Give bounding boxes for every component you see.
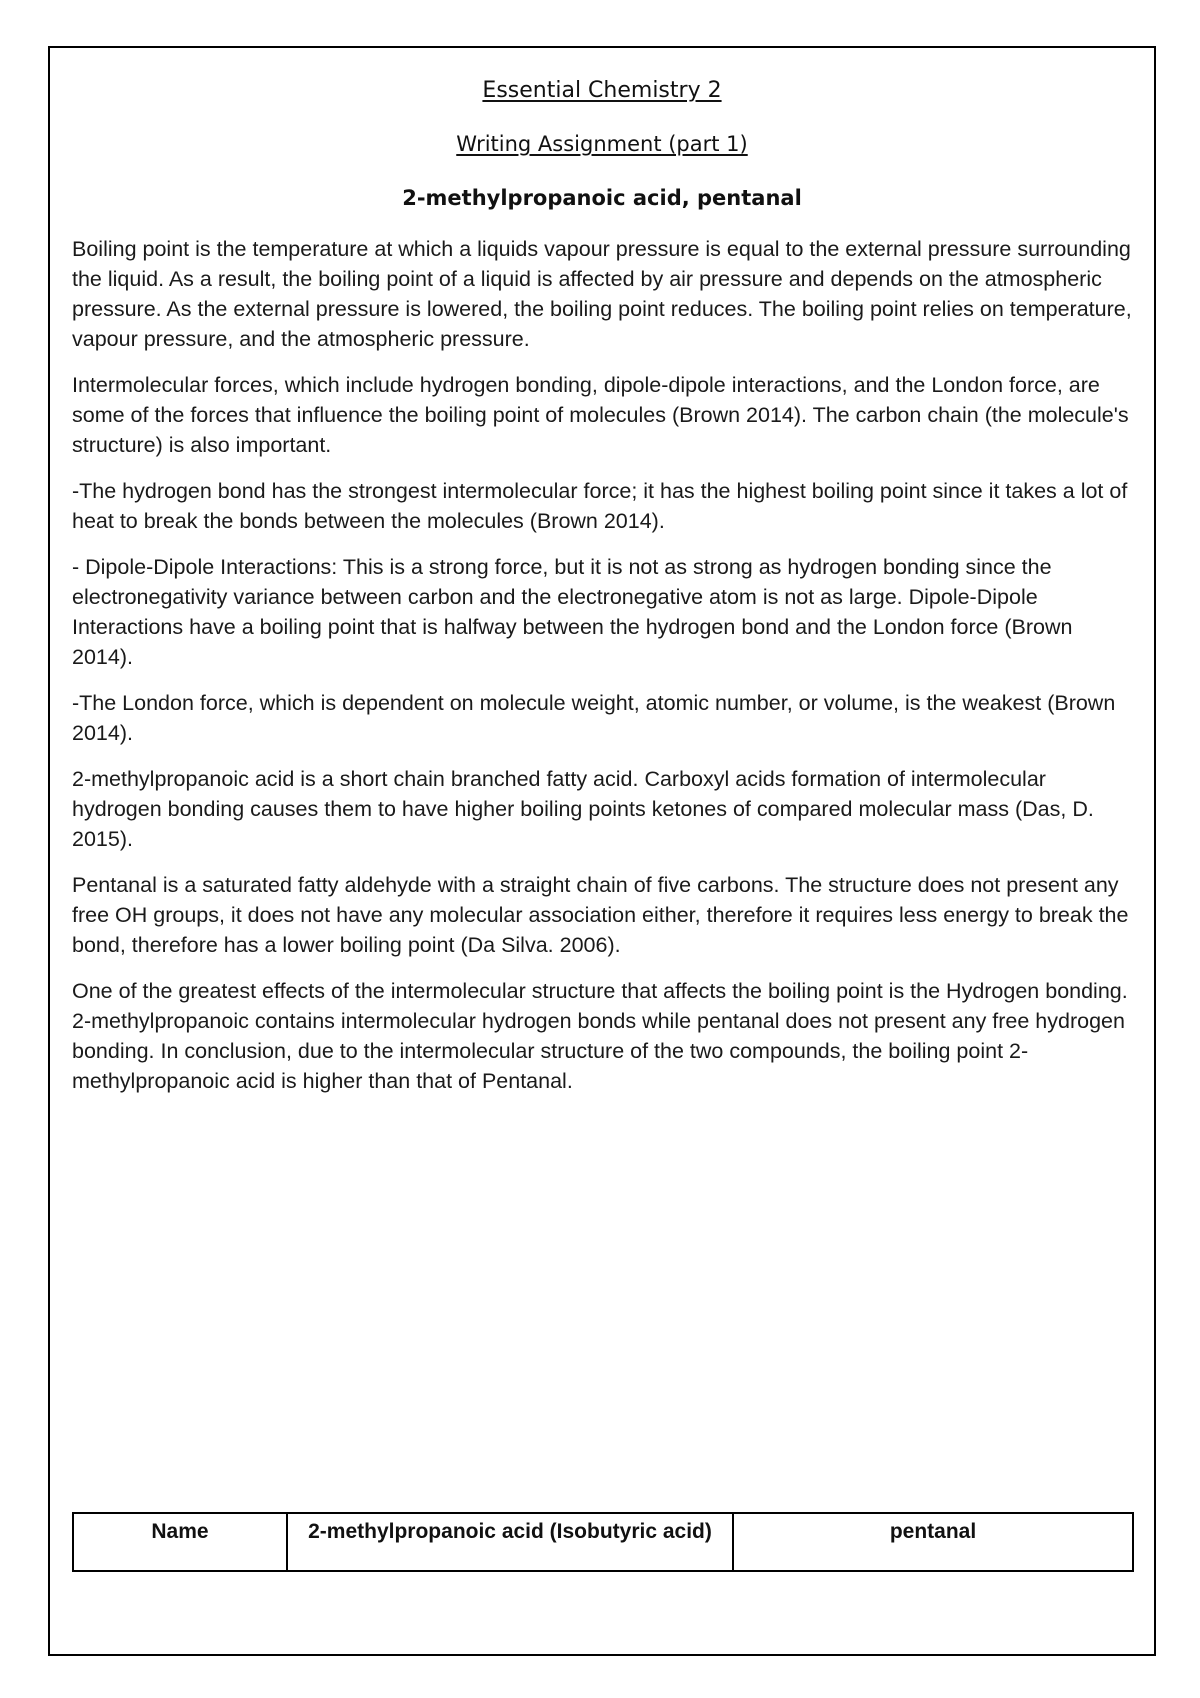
- paragraph-intermolecular-forces: Intermolecular forces, which include hydrogen bonding, dipole-dipole interactions, and the London force, are some of the forces that influence the boiling point of molecules (Brown 2014). The carbon chain (the molecule's structure) is also important.: [72, 373, 1129, 457]
- page-frame: [48, 46, 1156, 1656]
- paragraph-london-force: -The London force, which is dependent on molecule weight, atomic number, or volume, is the weakest (Brown 2014).: [72, 691, 1116, 745]
- body-text: [72, 234, 1132, 1112]
- paragraph-dipole-dipole: - Dipole-Dipole Interactions: This is a strong force, but it is not as strong as hydrogen bonding since the electronegativity variance between carbon and the electronegative atom is not as large. Dipole-Dipole Interactions have a boiling point that is halfway between the hydrogen bond and the London force (Brown 2014).: [72, 555, 1073, 669]
- paragraph-boiling-point: Boiling point is the temperature at which a liquids vapour pressure is equal to the external pressure surrounding the liquid. As a result, the boiling point of a liquid is affected by air pressure and depends on the atmospheric pressure. As the external pressure is lowered, the boiling point reduces. The boiling point relies on temperature, vapour pressure, and the atmospheric pressure.: [72, 237, 1132, 351]
- course-title: Essential Chemistry 2: [482, 78, 722, 103]
- table-row: [73, 1513, 1133, 1571]
- paragraph-hydrogen-bond: -The hydrogen bond has the strongest intermolecular force; it has the highest boiling point since it takes a lot of heat to break the bonds between the molecules (Brown 2014).: [72, 479, 1128, 533]
- assignment-title: Writing Assignment (part 1): [456, 132, 748, 156]
- paragraph-methylpropanoic-acid: 2-methylpropanoic acid is a short chain branched fatty acid. Carboxyl acids formation of intermolecular hydrogen bonding causes them to have higher boiling points ketones of compared molecular mass (Das, D. 2015).: [72, 767, 1094, 851]
- paragraph-conclusion: One of the greatest effects of the intermolecular structure that affects the boiling point is the Hydrogen bonding. 2-methylpropanoic contains intermolecular hydrogen bonds while pentanal does not present any free hydrogen bonding. In conclusion, due to the intermolecular structure of the two compounds, the boiling point 2-methylpropanoic acid is higher than that of Pentanal.: [72, 979, 1128, 1093]
- paragraph-pentanal: Pentanal is a saturated fatty aldehyde with a straight chain of five carbons. The structure does not present any free OH groups, it does not have any molecular association either, therefore it requires less energy to break the bond, therefore has a lower boiling point (Da Silva. 2006).: [72, 873, 1129, 957]
- table-cell-isobutyric-acid: 2-methylpropanoic acid (Isobutyric acid): [287, 1513, 733, 1571]
- table-cell-pentanal: pentanal: [733, 1513, 1133, 1571]
- table-cell-name: Name: [73, 1513, 287, 1571]
- topic-title: 2-methylpropanoic acid, pentanal: [402, 186, 802, 210]
- comparison-table: [72, 1512, 1134, 1572]
